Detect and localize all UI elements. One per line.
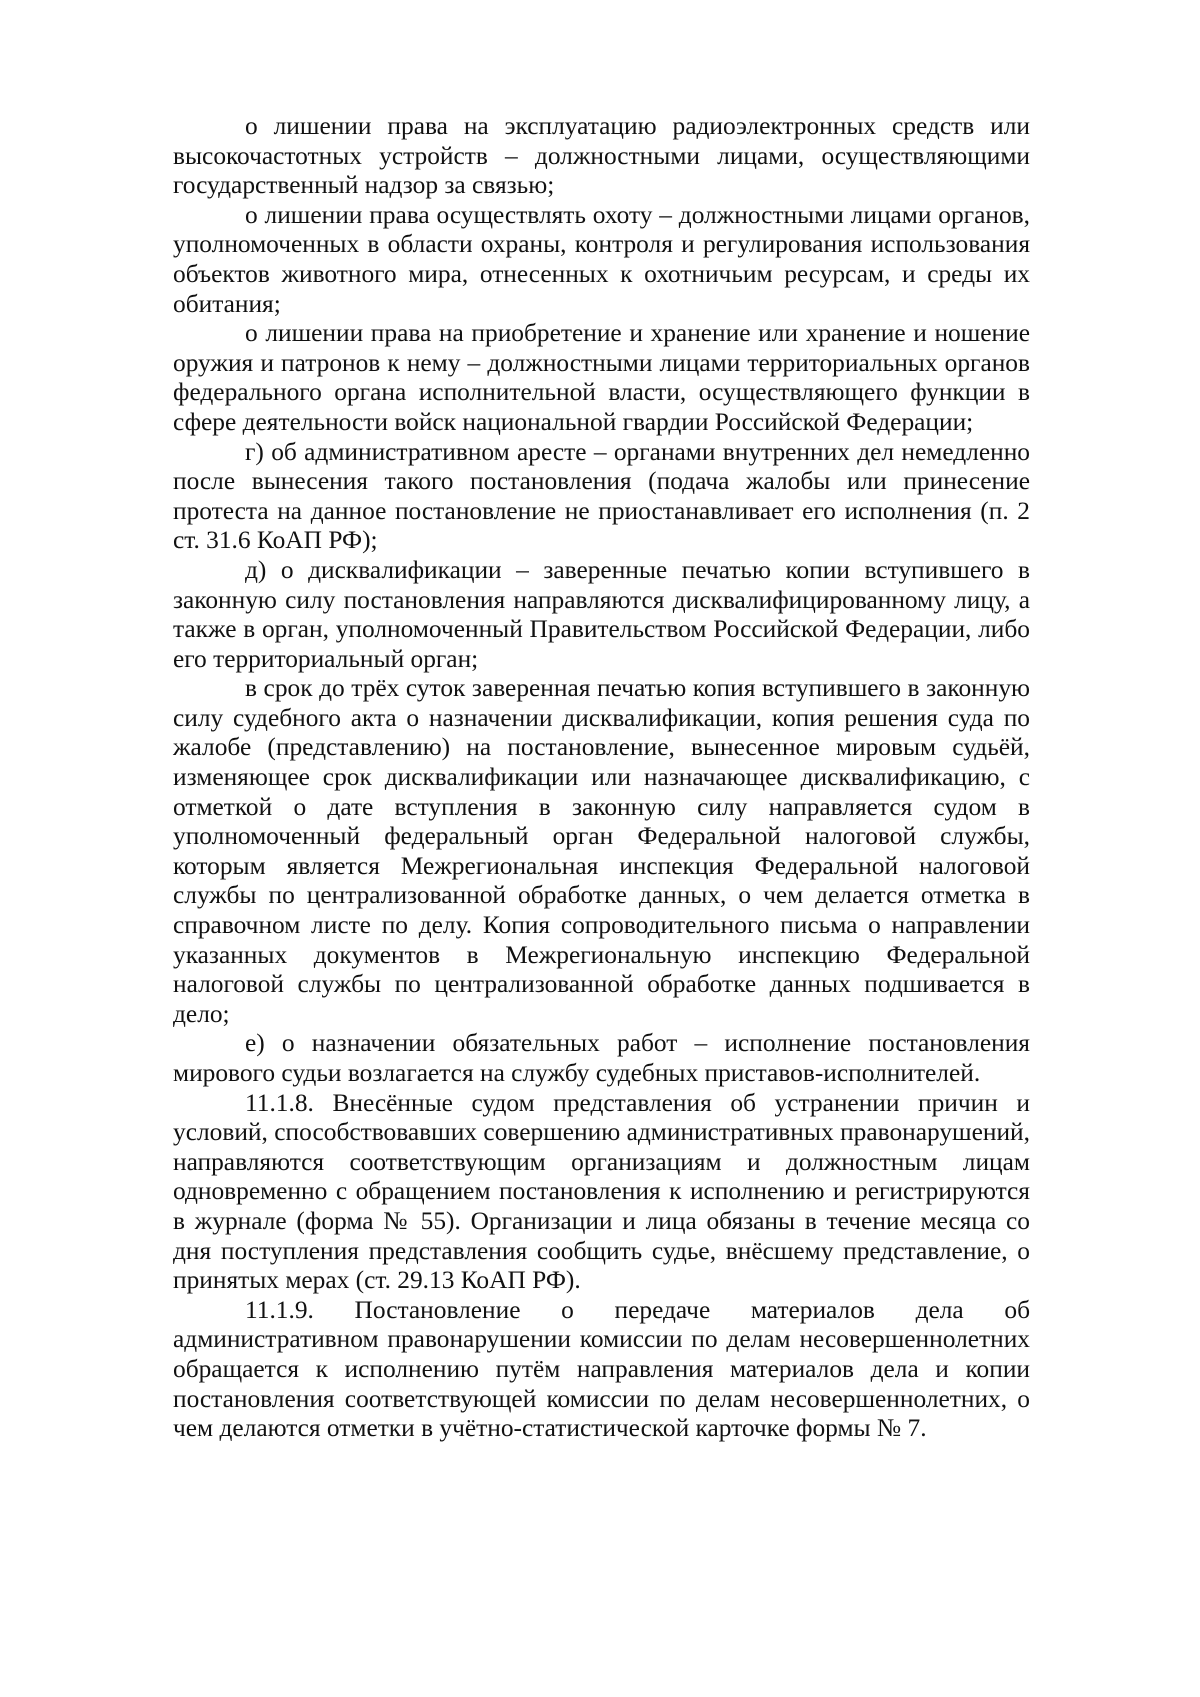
document-page xyxy=(173,112,1030,1444)
paragraph-11-1-8: 11.1.8. Внесённые судом представления об устранении причин и условий, способствовавших совершению административных правонарушений, направляются соответствующим организациям и должностным лицам одновременно с обращением постановления к исполнению и регистрируются в журнале (форма № 55). Организации и лица обязаны в течение месяца со дня поступления представления сообщить судье, внёсшему представление, о принятых мерах (ст. 29.13 КоАП РФ). xyxy=(173,1088,1030,1295)
paragraph-11-1-9: 11.1.9. Постановление о передаче материалов дела об административном правонарушении комиссии по делам несовершеннолетних обращается к исполнению путём направления материалов дела и копии постановления соответствующей комиссии по делам несовершеннолетних, о чем делаются отметки в учётно-статистической карточке формы № 7. xyxy=(173,1295,1030,1443)
paragraph-hunting-license: о лишении права осуществлять охоту – должностными лицами органов, уполномоченных в области охраны, контроля и регулирования использования объектов животного мира, отнесенных к охотничьим ресурсам, и среды их обитания; xyxy=(173,200,1030,318)
paragraph-disqualification: д) о дисквалификации – заверенные печатью копии вступившего в законную силу постановления направляются дисквалифицированному лицу, а также в орган, уполномоченный Правительством Российской Федерации, либо его территориальный орган; xyxy=(173,555,1030,673)
paragraph-weapons-license: о лишении права на приобретение и хранение или хранение и ношение оружия и патронов к нему – должностными лицами территориальных органов федерального органа исполнительной власти, осуществляющего функции в сфере деятельности войск национальной гвардии Российской Федерации; xyxy=(173,319,1030,436)
paragraph-disqualification-copy: в срок до трёх суток заверенная печатью копия вступившего в законную силу судебного акта о назначении дисквалификации, копия решения суда по жалобе (представлению) на постановление, вынесенное мировым судьёй, изменяющее срок дисквалификации или назначающее дисквалификацию, с отметкой о дате вступления в законную силу направляется судом в уполномоченный федеральный орган Федеральной налоговой службы, которым является Межрегиональная инспекция Федеральной налоговой службы по централизованной обработке данных, о чем делается отметка в справочном листе по делу. Копия сопроводительного письма о направлении указанных документов в Межрегиональную инспекцию Федеральной налоговой службы по централизованной обработке данных подшивается в дело; xyxy=(173,674,1030,1028)
paragraph-administrative-arrest: г) об административном аресте – органами внутренних дел немедленно после вынесения такого постановления (подача жалобы или принесение протеста на данное постановление не приостанавливает его исполнения (п. 2 ст. 31.6 КоАП РФ); xyxy=(173,437,1030,555)
paragraph-compulsory-work: е) о назначении обязательных работ – исполнение постановления мирового судьи возлагается на службу судебных приставов-исполнителей. xyxy=(173,1029,1030,1087)
paragraph-radio-license: о лишении права на эксплуатацию радиоэлектронных средств или высокочастотных устройств – должностными лицами, осуществляющими государственный надзор за связью; xyxy=(173,112,1030,200)
